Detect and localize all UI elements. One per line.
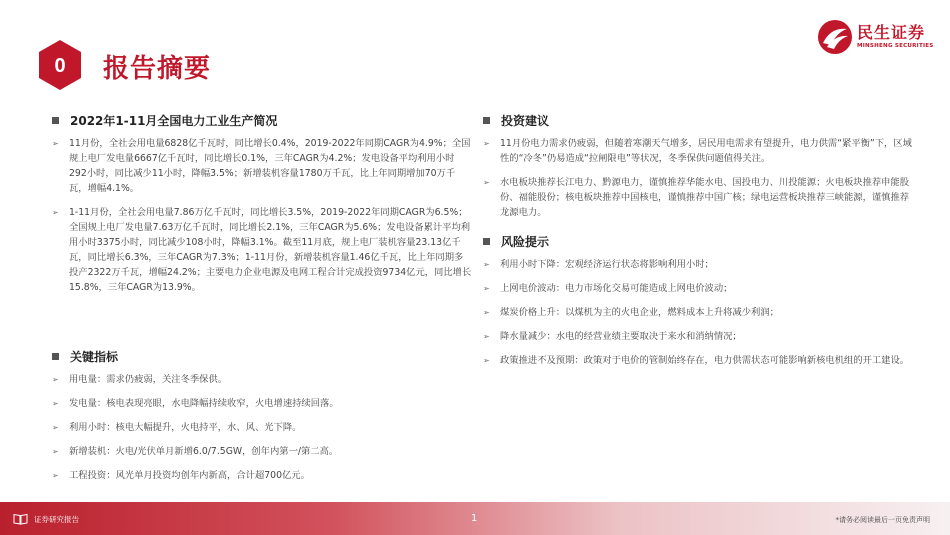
logo-name-en: MINSHENG SECURITIES	[857, 43, 934, 49]
left-column	[52, 112, 472, 492]
production-summary-list	[52, 136, 472, 295]
arrow-bullet-icon: ➢	[52, 423, 59, 432]
list-item: ➢ 11月份，全社会用电量6828亿千瓦时，同比增长0.4%，2019-2022年同期CAGR为4.9%；全国规上电厂发电量6667亿千瓦时，同比增长0.1%，三年CAGR为4.2%；发电设备平均利用小时292小时，同比减少11小时，降幅3.5%；新增装机容量1780万千瓦，比上年同期增加70万千瓦，增幅4.1%。	[52, 138, 471, 194]
section-heading	[483, 233, 913, 250]
key-indicators-list	[52, 372, 472, 483]
right-column	[483, 112, 913, 377]
section-title: 风险提示	[501, 235, 550, 249]
section-number-badge	[38, 39, 82, 91]
list-item: ➢ 利用小时：核电大幅提升，火电持平，水、风、光下降。	[52, 422, 302, 433]
arrow-bullet-icon: ➢	[483, 308, 490, 317]
list-item: ➢ 工程投资：风光单月投资均创年内新高，合计超700亿元。	[52, 470, 310, 481]
badge-number: 0	[54, 55, 66, 77]
arrow-bullet-icon: ➢	[483, 332, 490, 341]
list-item: ➢ 1-11月份，全社会用电量7.86万亿千瓦时，同比增长3.5%，2019-2022年同期CAGR为6.5%；全国规上电厂发电量7.63万亿千瓦时，同比增长2.1%，三年CAGR为5.6%；发电设备累计平均利用小时3375小时，同比减少108小时，降幅3.1%。截至11月底，规上电厂装机容量23.13亿千瓦，同比增长6.3%，三年CAGR为7.3%；1-11月份，新增装机容量1.46亿千瓦，比上年同期多投产2322万千瓦，增幅24.2%；主要电力企业电源及电网工程合计完成投资9734亿元，同比增长15.8%，三年CAGR为13.9%。	[52, 207, 472, 293]
arrow-bullet-icon: ➢	[483, 356, 490, 365]
square-bullet-icon	[52, 353, 59, 360]
arrow-bullet-icon: ➢	[483, 284, 490, 293]
arrow-bullet-icon: ➢	[483, 139, 490, 148]
section-title: 2022年1-11月全国电力工业生产简况	[70, 114, 278, 128]
book-icon	[13, 513, 28, 525]
square-bullet-icon	[52, 117, 59, 124]
hexagon-badge-icon	[38, 39, 82, 91]
arrow-bullet-icon: ➢	[52, 447, 59, 456]
list-item: ➢ 煤炭价格上升：以煤机为主的火电企业，燃料成本上升将减少利润；	[483, 307, 779, 318]
page-number: 1	[471, 513, 478, 524]
logo-name-cn: 民生证券	[857, 23, 926, 42]
list-item: ➢ 新增装机：火电/光伏单月新增6.0/7.5GW，创年内第一/第二高。	[52, 446, 339, 457]
arrow-bullet-icon: ➢	[52, 208, 59, 217]
square-bullet-icon	[483, 238, 490, 245]
company-logo	[817, 19, 935, 59]
footer-bar	[0, 502, 950, 535]
section-title: 关键指标	[70, 350, 119, 364]
arrow-bullet-icon: ➢	[483, 260, 490, 269]
list-item: ➢ 上网电价波动：电力市场化交易可能造成上网电价波动；	[483, 283, 733, 294]
footer-report-label: 证券研究报告	[34, 515, 79, 524]
arrow-bullet-icon: ➢	[52, 375, 59, 384]
arrow-bullet-icon: ➢	[52, 399, 59, 408]
list-item: ➢ 政策推进不及预期：政策对于电价的管制始终存在，电力供需状态可能影响新核电机组的开工建设。	[483, 355, 910, 366]
section-heading	[483, 112, 913, 129]
page-title: 报告摘要	[103, 54, 212, 84]
minsheng-logo-icon	[817, 19, 853, 55]
section-title: 投资建议	[501, 114, 550, 128]
risk-warning-list	[483, 257, 913, 368]
arrow-bullet-icon: ➢	[52, 471, 59, 480]
investment-advice-list	[483, 136, 913, 220]
arrow-bullet-icon: ➢	[483, 178, 490, 187]
section-heading	[52, 348, 472, 365]
arrow-bullet-icon: ➢	[52, 139, 59, 148]
section-heading	[52, 112, 472, 129]
list-item: ➢ 11月份电力需求仍疲弱，但随着寒潮天气增多，居民用电需求有望提升，电力供需“紧平衡”下，区域性的“冷冬”仍易造成“拉闸限电”等状况，冬季保供问题值得关注。	[483, 138, 912, 164]
square-bullet-icon	[483, 117, 490, 124]
list-item: ➢ 水电板块推荐长江电力、黔源电力，谨慎推荐华能水电、国投电力、川投能源；火电板块推荐申能股份、福能股份；核电板块推荐中国核电，谨慎推荐中国广核；绿电运营板块推荐三峡能源，谨慎推荐龙源电力。	[483, 177, 910, 218]
list-item: ➢ 发电量：核电表现亮眼，水电降幅持续收窄，火电增速持续回落。	[52, 398, 339, 409]
disclaimer-note: *请务必阅读最后一页免责声明	[835, 516, 930, 524]
list-item: ➢ 利用小时下降：宏观经济运行状态将影响利用小时；	[483, 259, 714, 270]
list-item: ➢ 用电量：需求仍疲弱，关注冬季保供。	[52, 374, 228, 385]
list-item: ➢ 降水量减少：水电的经营业绩主要取决于来水和消纳情况；	[483, 331, 742, 342]
